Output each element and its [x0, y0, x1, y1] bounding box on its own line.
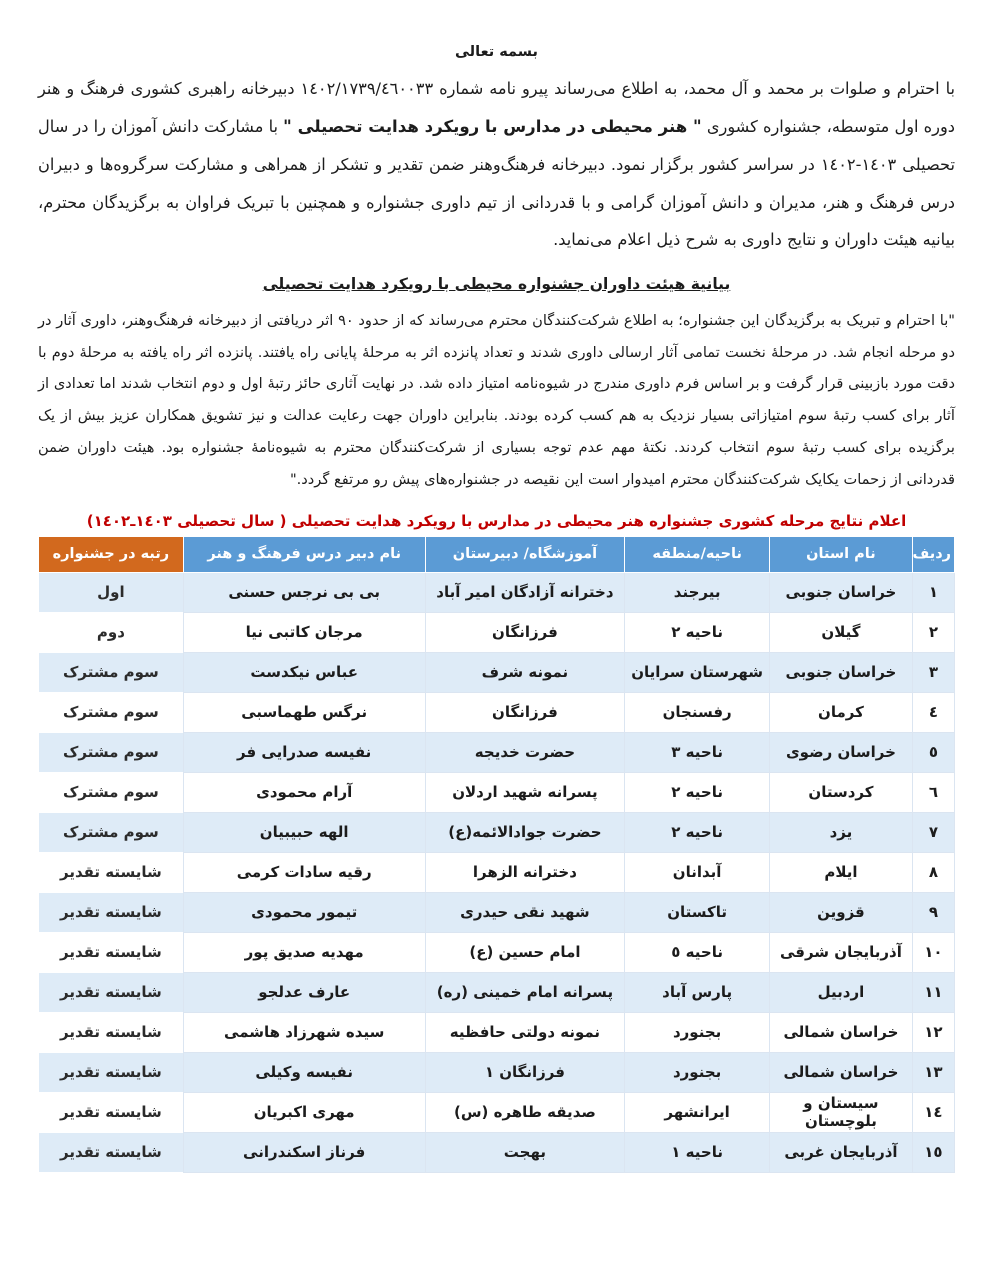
- idx-cell: ٩: [912, 892, 954, 932]
- district-cell: ناحیه ٢: [625, 612, 770, 652]
- table-row: [39, 732, 955, 772]
- idx-cell: ٨: [912, 852, 954, 892]
- teacher-cell: نفیسه صدرایی فر: [183, 732, 425, 772]
- teacher-cell: عارف عدلجو: [183, 972, 425, 1012]
- province-cell: سیستان و بلوچستان: [769, 1092, 912, 1132]
- school-cell: فرزانگان ١: [425, 1052, 625, 1092]
- district-cell: شهرستان سرایان: [625, 652, 770, 692]
- table-row: [39, 1052, 955, 1092]
- idx-cell: ٦: [912, 772, 954, 812]
- teacher-cell: بی بی نرجس حسنی: [183, 572, 425, 612]
- teacher-cell: مهدیه صدیق پور: [183, 932, 425, 972]
- header-district: ناحیه/منطقه: [625, 536, 770, 572]
- province-cell: اردبیل: [769, 972, 912, 1012]
- district-cell: ناحیه ٢: [625, 812, 770, 852]
- rank-cell: شایسته تقدیر: [39, 1132, 184, 1172]
- school-cell: دخترانه الزهرا: [425, 852, 625, 892]
- festival-name-bold: " هنر محیطی در مدارس با رویکرد هدایت تحصیلی ": [283, 116, 702, 136]
- school-cell: بهجت: [425, 1132, 625, 1172]
- school-cell: حضرت خدیجه: [425, 732, 625, 772]
- province-cell: آذربایجان غربی: [769, 1132, 912, 1172]
- jury-statement-heading: بیانیة هیئت داوران جشنواره محیطی با رویکرد هدایت تحصیلی: [262, 274, 731, 293]
- district-cell: بیرجند: [625, 572, 770, 612]
- district-cell: ناحیه ١: [625, 1132, 770, 1172]
- rank-cell: اول: [39, 572, 184, 612]
- bismillah-heading: بسمه تعالی: [455, 44, 538, 60]
- school-cell: پسرانه امام خمینی (ره): [425, 972, 625, 1012]
- header-rank: رتبه در جشنواره: [39, 536, 184, 572]
- school-cell: پسرانه شهید اردلان: [425, 772, 625, 812]
- school-cell: فرزانگان: [425, 612, 625, 652]
- teacher-cell: مرجان کاتبی نیا: [183, 612, 425, 652]
- school-cell: امام حسین (ع): [425, 932, 625, 972]
- district-cell: ناحیه ٥: [625, 932, 770, 972]
- idx-cell: ٧: [912, 812, 954, 852]
- school-cell: حضرت جوادالائمه(ع): [425, 812, 625, 852]
- rank-cell: شایسته تقدیر: [39, 1092, 184, 1132]
- table-row: [39, 1092, 955, 1132]
- rank-cell: شایسته تقدیر: [39, 852, 184, 892]
- school-cell: دخترانه آزادگان امیر آباد: [425, 572, 625, 612]
- teacher-cell: سیده شهرزاد هاشمی: [183, 1012, 425, 1052]
- school-cell: صدیقه طاهره (س): [425, 1092, 625, 1132]
- district-cell: بجنورد: [625, 1012, 770, 1052]
- table-row: [39, 852, 955, 892]
- idx-cell: ١: [912, 572, 954, 612]
- teacher-cell: مهری اکبریان: [183, 1092, 425, 1132]
- table-row: [39, 612, 955, 652]
- table-row: [39, 692, 955, 732]
- teacher-cell: رقیه سادات کرمی: [183, 852, 425, 892]
- header-province: نام استان: [769, 536, 912, 572]
- table-row: [39, 1132, 955, 1172]
- teacher-cell: الهه حبیبیان: [183, 812, 425, 852]
- teacher-cell: فرناز اسکندرانی: [183, 1132, 425, 1172]
- table-row: [39, 812, 955, 852]
- province-cell: آذربایجان شرقی: [769, 932, 912, 972]
- idx-cell: ٣: [912, 652, 954, 692]
- table-row: [39, 652, 955, 692]
- idx-cell: ٤: [912, 692, 954, 732]
- school-cell: فرزانگان: [425, 692, 625, 732]
- table-row: [39, 1012, 955, 1052]
- district-cell: ناحیه ٢: [625, 772, 770, 812]
- header-row-number: ردیف: [912, 536, 954, 572]
- rank-cell: سوم مشترک: [39, 732, 184, 772]
- district-cell: ناحیه ٣: [625, 732, 770, 772]
- intro-paragraph-start: با احترام و صلوات بر محمد و آل محمد، به اطلاع می‌رساند پیرو نامه شماره ١٤٠٢/١٧٣٩/٤٦٠٠٣٣ دبیرخانه راهبری کشوری فرهنگ و هنر دوره اول متوسطه، جشنواره کشوری: [38, 79, 956, 136]
- teacher-cell: عباس نیکدست: [183, 652, 425, 692]
- district-cell: بجنورد: [625, 1052, 770, 1092]
- results-table-body: [39, 572, 955, 1172]
- rank-cell: شایسته تقدیر: [39, 1012, 184, 1052]
- jury-statement-paragraph: "با احترام و تبریک به برگزیدگان این جشنواره؛ به اطلاع شرکت‌کنندگان محترم می‌رساند که از حدود ٩٠ اثر دریافتی از دبیرخانه فرهنگ‌وهنر، داوری آثار در دو مرحله انجام شد. در مرحلهٔ نخست تمامی آثار ارسالی داوری شدند و تعداد پانزده اثر به مرحلهٔ پایانی راه یافتند. پانزده اثر راه یافته به مرحلهٔ دوم با دقت مورد بازبینی قرار گرفت و بر اساس فرم داوری مندرج در شیوه‌نامه امتیاز داده شد. در نهایت آثاری حائز رتبهٔ اول و دوم انتخاب شدند اما تعدادی از آثار برای کسب رتبهٔ سوم امتیازاتی بسیار نزدیک به هم کسب کرده بودند. بنابراین داوران جهت رعایت عدالت و نیز تشویق همکاران عزیز بیش از یک برگزیده برای کسب رتبهٔ سوم انتخاب کردند. نکتهٔ مهم عدم توجه بسیاری از شرکت‌کنندگان محترم به شیوه‌نامهٔ جشنواره بود. هیئت داوران ضمن قدردانی از زحمات یکایک شرکت‌کنندگان محترم امیدوار است این نقیصه در جشنواره‌های پیش رو مرتفع گردد.": [38, 311, 955, 488]
- district-cell: آبدانان: [625, 852, 770, 892]
- district-cell: رفسنجان: [625, 692, 770, 732]
- province-cell: خراسان جنوبی: [769, 652, 912, 692]
- rank-cell: شایسته تقدیر: [39, 892, 184, 932]
- district-cell: تاکستان: [625, 892, 770, 932]
- intro-paragraph-end: با مشارکت دانش آموزان را در سال تحصیلی ١٤٠٣-١٤٠٢ در سراسر کشور برگزار نمود. دبیرخانه فرهنگ‌وهنر ضمن تقدیر و تشکر از همراهی و مشارکت سرگروه‌ها و دبیران درس فرهنگ و هنر، مدیران و دانش آموزان گرامی و با قدردانی از تیم داوری جشنواره و همچنین با تبریک فراوان به برگزیدگان محترم، بیانیه هیئت داوران و نتایج داوری به شرح ذیل اعلام می‌نماید.: [38, 116, 955, 250]
- rank-cell: دوم: [39, 612, 184, 652]
- rank-cell: سوم مشترک: [39, 692, 184, 732]
- province-cell: خراسان شمالی: [769, 1052, 912, 1092]
- rank-cell: سوم مشترک: [39, 812, 184, 852]
- province-cell: گیلان: [769, 612, 912, 652]
- idx-cell: ١١: [912, 972, 954, 1012]
- province-cell: کرمان: [769, 692, 912, 732]
- results-table-header: [39, 536, 955, 572]
- idx-cell: ١٢: [912, 1012, 954, 1052]
- results-table-title: اعلام نتایج مرحله کشوری جشنواره هنر محیطی در مدارس با رویکرد هدایت تحصیلی ( سال تحصیلی ١٤٠٣ـ١٤٠٢): [86, 511, 907, 530]
- district-cell: ایرانشهر: [625, 1092, 770, 1132]
- intro-paragraph: [38, 70, 955, 259]
- idx-cell: ١٤: [912, 1092, 954, 1132]
- table-row: [39, 892, 955, 932]
- rank-cell: شایسته تقدیر: [39, 972, 184, 1012]
- table-row: [39, 772, 955, 812]
- table-row: [39, 932, 955, 972]
- header-row: [39, 536, 955, 572]
- idx-cell: ١٠: [912, 932, 954, 972]
- table-row: [39, 972, 955, 1012]
- school-cell: نمونه دولتی حافظیه: [425, 1012, 625, 1052]
- rank-cell: شایسته تقدیر: [39, 1052, 184, 1092]
- header-teacher: نام دبیر درس فرهنگ و هنر: [183, 536, 425, 572]
- idx-cell: ١٣: [912, 1052, 954, 1092]
- teacher-cell: تیمور محمودی: [183, 892, 425, 932]
- rank-cell: سوم مشترک: [39, 652, 184, 692]
- teacher-cell: آرام محمودی: [183, 772, 425, 812]
- idx-cell: ٥: [912, 732, 954, 772]
- idx-cell: ٢: [912, 612, 954, 652]
- province-cell: قزوین: [769, 892, 912, 932]
- header-school: آموزشگاه/ دبیرستان: [425, 536, 625, 572]
- province-cell: یزد: [769, 812, 912, 852]
- teacher-cell: نفیسه وکیلی: [183, 1052, 425, 1092]
- rank-cell: سوم مشترک: [39, 772, 184, 812]
- province-cell: کردستان: [769, 772, 912, 812]
- province-cell: خراسان رضوی: [769, 732, 912, 772]
- teacher-cell: نرگس طهماسبی: [183, 692, 425, 732]
- school-cell: شهید نقی حیدری: [425, 892, 625, 932]
- table-row: [39, 572, 955, 612]
- rank-cell: شایسته تقدیر: [39, 932, 184, 972]
- province-cell: خراسان شمالی: [769, 1012, 912, 1052]
- results-table: [38, 536, 955, 1173]
- province-cell: خراسان جنوبی: [769, 572, 912, 612]
- district-cell: پارس آباد: [625, 972, 770, 1012]
- idx-cell: ١٥: [912, 1132, 954, 1172]
- province-cell: ایلام: [769, 852, 912, 892]
- school-cell: نمونه شرف: [425, 652, 625, 692]
